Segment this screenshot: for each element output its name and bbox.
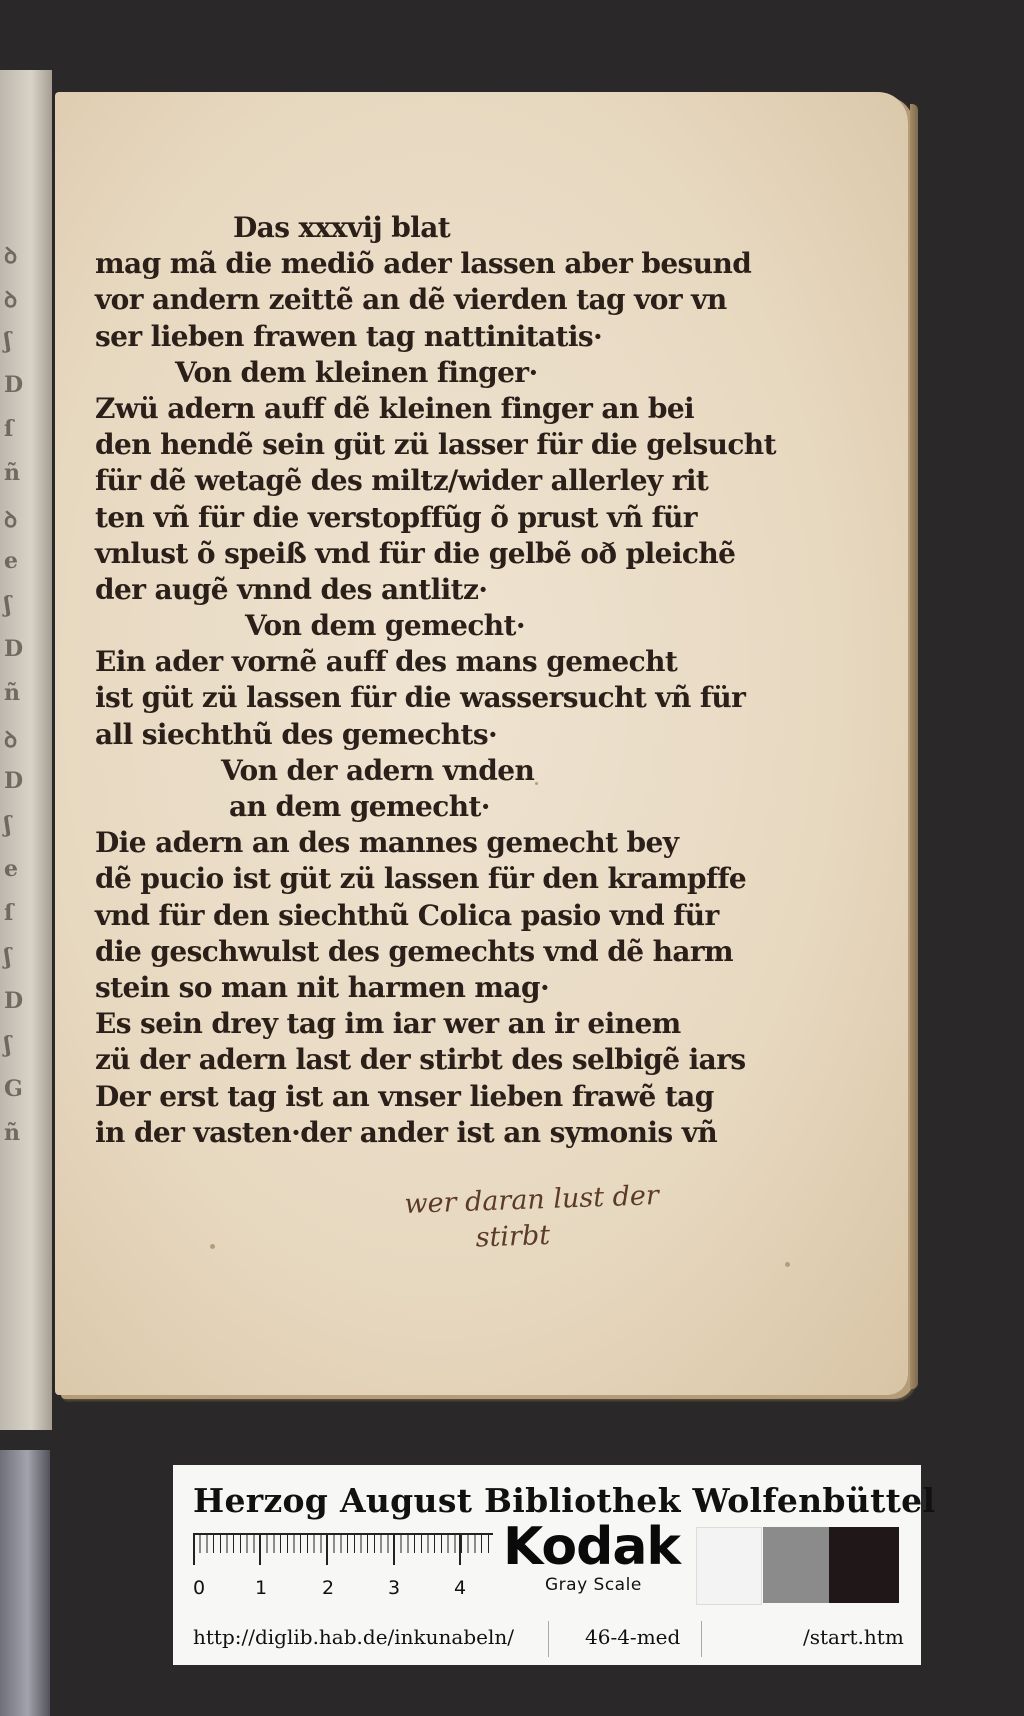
adjacent-page-glyph: ʃ [4, 812, 11, 838]
separator [548, 1621, 549, 1657]
ruler-tick [459, 1535, 461, 1565]
text-line: vor andern zeittẽ an dẽ vierden tag vor vn [95, 283, 727, 317]
text-line: all siechthũ des gemechts· [95, 717, 498, 751]
adjacent-page-glyph: ʃ [4, 592, 11, 618]
adjacent-page-edge [0, 70, 52, 1430]
text-line: ser lieben frawen tag nattinitatis· [95, 319, 603, 353]
printed-text [95, 210, 776, 1151]
text-line: den hendẽ sein güt zü lasser für die gelsucht [95, 428, 776, 462]
adjacent-page-glyph: D [4, 372, 23, 398]
adjacent-page-glyph: e [4, 548, 17, 574]
ruler-tick [193, 1535, 195, 1565]
ruler-number: 4 [454, 1577, 467, 1599]
adjacent-page-glyph: ꝺ [4, 287, 17, 313]
text-line-header: Das xxxvij blat [233, 211, 451, 244]
handwritten-note [404, 1173, 806, 1259]
adjacent-page-glyph: ʃ [4, 328, 11, 354]
text-line: stein so man nit harmen mag· [95, 970, 550, 1004]
text-line: Es sein drey tag im iar wer an ir einem [95, 1007, 681, 1041]
adjacent-page-glyph: ſ [4, 900, 13, 926]
text-line: ten vñ für die verstopffũg õ prust vñ für [95, 500, 697, 534]
text-line: mag mã die mediõ ader lassen aber besund [95, 247, 752, 281]
text-line: der augẽ vnnd des antlitz· [95, 572, 488, 606]
text-line: Zwü adern auff dẽ kleinen finger an bei [95, 391, 695, 425]
section-heading: Von dem gemecht· [245, 609, 526, 643]
text-line: dẽ pucio ist güt zü lassen für den krampffe [95, 862, 747, 896]
ruler-tick [393, 1535, 395, 1565]
adjacent-page-glyph: ñ [4, 1120, 19, 1146]
text-line: für dẽ wetagẽ des miltz/wider allerley rit [95, 464, 709, 498]
color-reference-card [173, 1465, 936, 1665]
adjacent-page-glyph: D [4, 988, 23, 1014]
ruler-tick [326, 1535, 328, 1565]
adjacent-page-glyph: ʃ [4, 1032, 11, 1058]
paper-speck [535, 782, 538, 785]
adjacent-page-glyph: ʃ [4, 944, 11, 970]
text-line: in der vasten·der ander ist an symonis vñ [95, 1115, 718, 1149]
item-id: 46-4-med [585, 1625, 681, 1649]
adjacent-page-glyph: D [4, 636, 23, 662]
black-swatch [829, 1527, 899, 1603]
text-line: Ein ader vornẽ auff des mans gemecht [95, 645, 678, 679]
gray-scale-label: Gray Scale [545, 1575, 642, 1595]
section-heading: an dem gemecht· [229, 790, 490, 823]
adjacent-page-glyph: ꝺ [4, 727, 17, 753]
ruler-number: 0 [193, 1577, 206, 1599]
text-line: ist güt zü lassen für die wassersucht vñ für [95, 681, 746, 715]
separator [701, 1621, 702, 1657]
ruler-number: 1 [255, 1577, 268, 1599]
text-line: Die adern an des mannes gemecht bey [95, 826, 679, 860]
handwritten-line: stirbt [475, 1219, 551, 1254]
handwritten-line: wer daran lust der [403, 1180, 660, 1220]
text-line: Der erst tag ist an vnser lieben frawẽ tag [95, 1079, 714, 1113]
book-spine [0, 1450, 50, 1716]
text-line: vnd für den siechthũ Colica pasio vnd für [95, 898, 719, 932]
url-strip [173, 1613, 921, 1665]
kodak-logo [503, 1517, 680, 1595]
ruler-number: 2 [322, 1577, 335, 1599]
gray-swatch [763, 1527, 829, 1603]
adjacent-page-glyph: G [4, 1076, 22, 1102]
url-base: http://diglib.hab.de/inkunabeln/ [193, 1625, 515, 1649]
paper-speck [785, 1262, 790, 1267]
text-line: die geschwulst des gemechts vnd dẽ harm [95, 934, 734, 968]
brand-name: Kodak [503, 1517, 680, 1577]
ruler-tick [259, 1535, 261, 1565]
white-swatch [696, 1527, 762, 1605]
manuscript-page [55, 92, 908, 1395]
ruler-number: 3 [388, 1577, 401, 1599]
paper-speck [210, 1244, 215, 1249]
page-edge [910, 104, 918, 1389]
section-heading: Von dem kleinen finger· [175, 355, 538, 389]
section-heading: Von der adern vnden [221, 753, 535, 787]
ruler-numbers [193, 1577, 493, 1599]
adjacent-page-glyph: ñ [4, 460, 19, 486]
adjacent-page-glyph: D [4, 768, 23, 794]
adjacent-page-glyph: ꝺ [4, 243, 17, 269]
adjacent-page-glyph: ñ [4, 680, 19, 706]
url-suffix: /start.htm [803, 1625, 904, 1649]
adjacent-page-glyph: ſ [4, 416, 13, 442]
adjacent-page-glyph: e [4, 856, 17, 882]
adjacent-page-glyph: ꝺ [4, 507, 17, 533]
library-name: Herzog August Bibliothek Wolfenbüttel [193, 1481, 936, 1520]
measurement-ruler [193, 1533, 493, 1575]
text-line: vnlust õ speiß vnd für die gelbẽ oð pleichẽ [95, 536, 736, 570]
text-line: zü der adern last der stirbt des selbigẽ iars [95, 1043, 746, 1077]
